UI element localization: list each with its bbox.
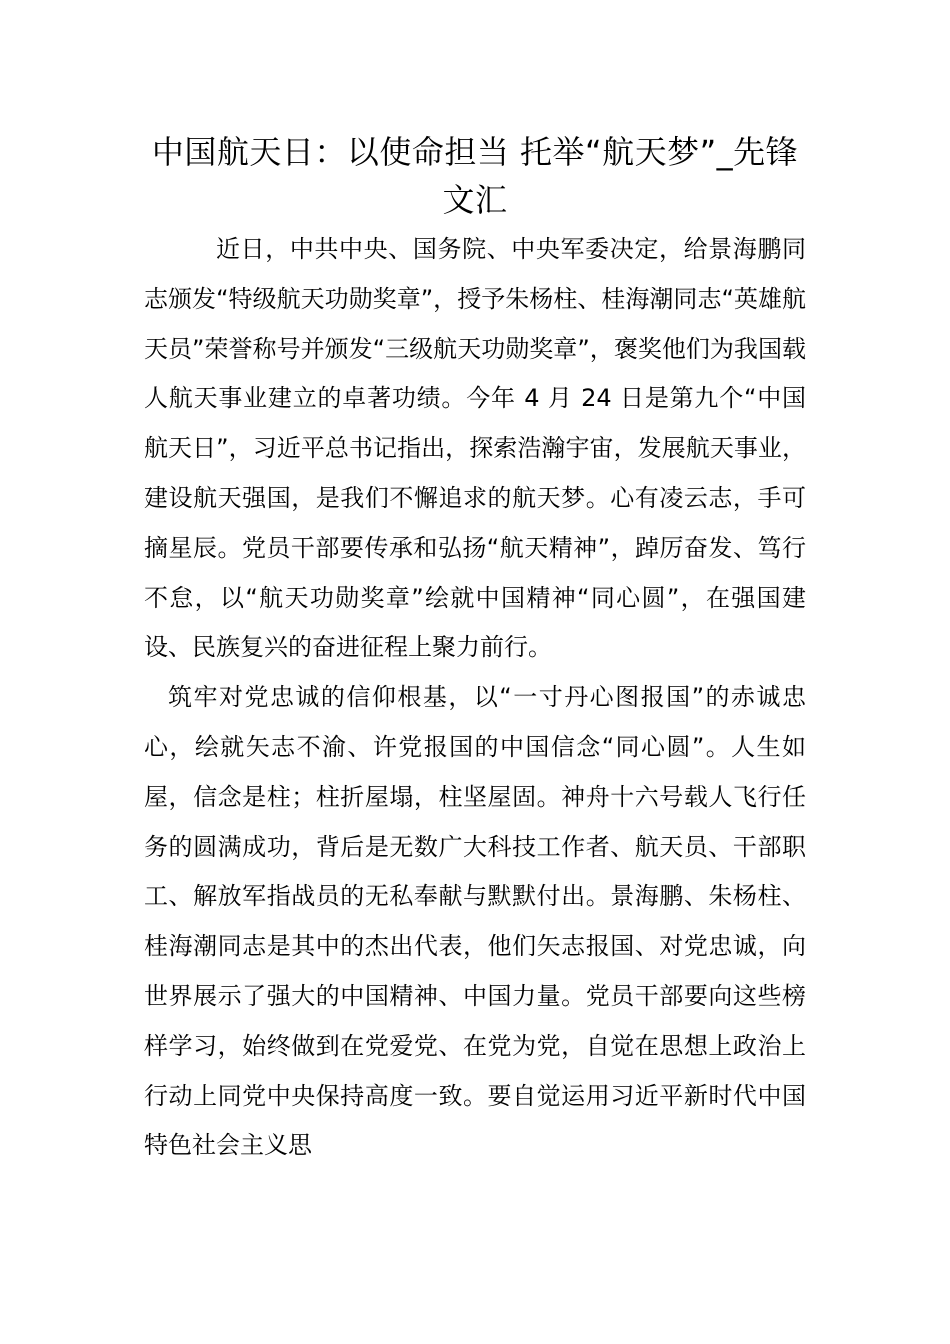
paragraph-2: 筑牢对党忠诚的信仰根基，以“一寸丹心图报国”的赤诚忠心，绘就矢志不渝、许党报国的中国信念“同心圆”。人生如屋，信念是柱；柱折屋塌，柱坚屋固。神舟十六号载人飞行任务的圆满成功，背后是无数广大科技工作者、航天员、干部职工、解放军指战员的无私奉献与默默付出。景海鹏、朱杨柱、桂海潮同志是其中的杰出代表，他们矢志报国、对党忠诚，向世界展示了强大的中国精神、中国力量。党员干部要向这些榜样学习，始终做到在党爱党、在党为党，自觉在思想上政治上行动上同党中央保持高度一致。要自觉运用习近平新时代中国特色社会主义思: [144, 683, 806, 1160]
document-body: [144, 225, 806, 1171]
document-title: 中国航天日：以使命担当 托举“航天梦”_先锋文汇: [151, 133, 799, 219]
paragraph-1: 近日，中共中央、国务院、中央军委决定，给景海鹏同志颁发“特级航天功勋奖章”，授予朱杨柱、桂海潮同志“英雄航天员”荣誉称号并颁发“三级航天功勋奖章”，褒奖他们为我国载人航天事业建立的卓著功绩。今年 4 月 24 日是第九个“中国航天日”，习近平总书记指出，探索浩瀚宇宙，发展航天事业，建设航天强国，是我们不懈追求的航天梦。心有凌云志，手可摘星辰。党员干部要传承和弘扬“航天精神”，踔厉奋发、笃行不怠，以“航天功勋奖章”绘就中国精神“同心圆”，在强国建设、民族复兴的奋进征程上聚力前行。: [144, 235, 806, 662]
